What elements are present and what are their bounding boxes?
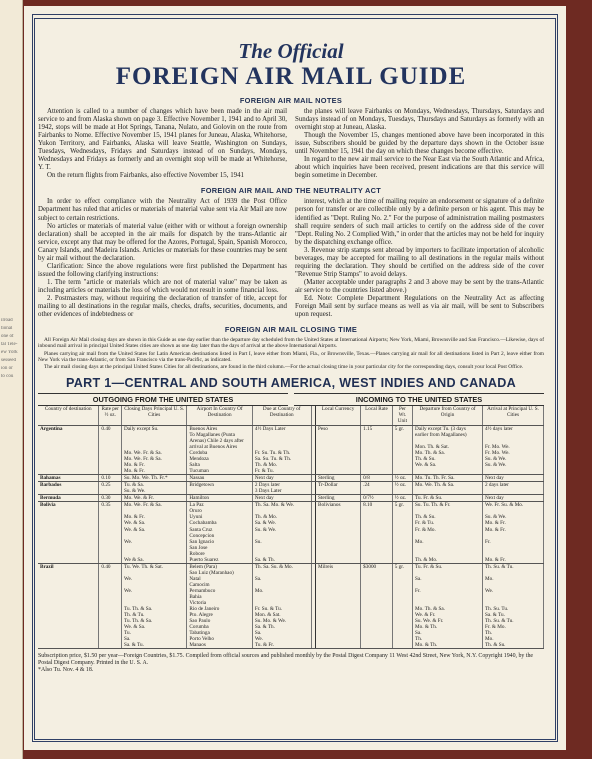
title-official: The Official <box>238 39 344 63</box>
column-header: Due at Country of Destination <box>252 406 311 426</box>
cell-airport: Bridgetown <box>187 482 252 495</box>
cell-rate: 0.40 <box>99 425 122 474</box>
cell-lrate: 1.15 <box>361 425 393 474</box>
cell-due: Th. Sa. Mo. & We. Th. & Mo. Sa. & We. Su. & We. Su. Sa. & Th. <box>252 502 311 563</box>
cell-country: Bolivia <box>38 502 99 563</box>
adjacent-page-edge <box>0 0 23 759</box>
cell-country: Barbados <box>38 482 99 495</box>
cell-country: Bermuda <box>38 495 99 502</box>
paragraph: Ed. Note: Complete Department Regulations on the Neutrality Act as affecting Foreign Mail sent by surface means as well as via air mail, will be sent to Subscribers upon request. <box>295 294 544 319</box>
cell-currency: Milreis <box>316 563 361 649</box>
cell-airport: Hamilton <box>187 495 252 502</box>
cell-closing: Mo. We. & Fr. <box>121 495 186 502</box>
cell-due: Th. Sa. Su. & Mo. Sa. Mo. Fr. Su. & Tu. Mon. & Sat. Su. Mo. & We. Sa. & Th. Sa. We. Tu. & Fr. <box>252 563 311 649</box>
rates-table <box>38 406 544 650</box>
table-row <box>38 425 544 474</box>
cell-airport: Buenos Aires To Magallanes (Punta Arenas) Chile 2 days after arrival at Buenos Aires Cordoba Mendoza Salta Tucuman <box>187 425 252 474</box>
cell-arrival: We. Fr. Su. & Mo. Su. & We. Mo. & Fr. Mo. & Fr. Fr. Mo. & Fr. <box>483 502 544 563</box>
cell-departure: Tu. Fr. & Su. Sa. Fr. Mo. Th. & Sa. We. & Fr. Su. We. & Fr. Mo. & Th. Sa. Th. Mo. & Th. <box>413 563 483 649</box>
paragraph: The air mail closing days at the principal United States Cities for all destinations, are found in the third column.—For the actual closing time in your particular city for the corresponding days, consult your local Post Office. <box>44 364 524 371</box>
cell-departure: Tu. Fr. & Su. <box>413 495 483 502</box>
cell-country: Argentina <box>38 425 99 474</box>
paragraph: 1. The term "article or materials which are not of material value" may be taken as including articles or materials the loss of which would not result in some financial loss. <box>38 278 287 294</box>
cell-unit: 5 gr. <box>392 502 412 563</box>
cell-closing: Mo. We. Fr. & Sa. Mo. & Fr. We. & Sa. We. & Sa. We. We & Sa. <box>121 502 186 563</box>
cell-departure: Mo. Tu. Th. Fr. Sa. <box>413 475 483 482</box>
rates-body <box>38 425 544 649</box>
cell-due: Next day <box>252 495 311 502</box>
cell-arrival: Next day <box>483 475 544 482</box>
cell-rate: 0.10 <box>99 475 122 482</box>
column-header: Closing Days Principal U. S. Cities <box>121 406 186 426</box>
closing-section <box>38 337 544 370</box>
cell-rate: 0.40 <box>99 563 122 649</box>
cell-arrival: Next day <box>483 495 544 502</box>
cell-departure: Mo. We. Th. & Sa. <box>413 482 483 495</box>
column-header: Airport In Country Of Destination <box>187 406 252 426</box>
cell-currency: Tr-Dollar <box>316 482 361 495</box>
cell-due: 2 Days later 3 Days Later <box>252 482 311 495</box>
cell-unit: ½ oz. <box>392 475 412 482</box>
cell-unit: 5 gr. <box>392 563 412 649</box>
page-content <box>38 40 544 674</box>
cell-closing: Su. Mo. We. Th. Fr.* <box>121 475 186 482</box>
neutrality-col-right <box>295 198 544 319</box>
binding-fragment: to cou <box>1 374 14 379</box>
cell-closing: Tu. We. Th. & Sat. We. We. Tu. Th. & Sa. Th. & Tu. Tu. Th. & Sa. We. & Sa. Tu. Sa. Sa. & Tu. <box>121 563 186 649</box>
table-row <box>38 495 544 502</box>
neutrality-heading: FOREIGN AIR MAIL AND THE NEUTRALITY ACT <box>200 186 382 196</box>
notes-col-left <box>38 108 287 180</box>
cell-rate: 0.35 <box>99 502 122 563</box>
guide-page <box>24 6 566 750</box>
notes-section <box>38 108 544 180</box>
table-row <box>38 563 544 649</box>
cell-due: Next day <box>252 475 311 482</box>
cell-lrate: 0/7½ <box>361 495 393 502</box>
notes-heading: FOREIGN AIR MAIL NOTES <box>239 96 343 105</box>
cell-lrate: $3000 <box>361 563 393 649</box>
paragraph: Though the November 15, changes mentioned above have been incorporated in this issue, Subscribers should be guided by the departure days shown in the October issue until November 15, 1941 the day on which these changes become effective. <box>295 132 544 156</box>
paragraph: All Foreign Air Mail closing days are shown in this Guide as one day earlier than the departure day scheduled from the United States at International Airports; New York, Miami, Brownsville and San Francisco.—Likewise, days of inbound mail arrival in principal United States cities are shown as one day later than the days of arrival at the above International Airports. <box>38 337 544 350</box>
binding-fragment: ew York <box>1 350 18 355</box>
cell-unit: 5 gr. <box>392 425 412 474</box>
cell-airport: Nassau <box>187 475 252 482</box>
cell-rate: 0.25 <box>99 482 122 495</box>
footnote: *Also Tu. Nov. 4 & 18. <box>38 667 94 674</box>
column-header: Departure from Country of Origin <box>413 406 483 426</box>
cell-closing: Daily except Su. Mo. We. Fr. & Sa. Mo. We. Fr. & Sa. Mo. & Fr. Mo. & Fr. <box>121 425 186 474</box>
page-title: FOREIGN AIR MAIL GUIDE <box>115 63 467 90</box>
subscription-note: Subscription price, $1.50 per year—Foreign Countries, $1.75. Compiled from official sources and published monthly by the Postal Digest Company 11 West 42nd Street, New York, N.Y. Copyright 1940, by the Postal Digest Company. Printed in the U. S. A. <box>38 653 534 667</box>
cell-lrate: 8.10 <box>361 502 393 563</box>
cell-arrival: 4½ days later Fr. Mo. We. Fr. Mo. We. Su. & We. Su. & We. <box>483 425 544 474</box>
cell-departure: Su. Tu. Th. & Fr. Th. & Su. Fr. & Tu. Fr. & Mo. Mo. Th. & Mo. <box>413 502 483 563</box>
cell-rate: 0.30 <box>99 495 122 502</box>
column-header: Arrival at Principal U. S. Cities <box>483 406 544 426</box>
cell-due: 4½ Days Later Fr. Su. Tu. & Th. Sa. Su. Tu. & Th. Th. & Mo. Fr. & Tu. <box>252 425 311 474</box>
paragraph: (Matter acceptable under paragraphs 2 and 3 above may be sent by the trans-Atlantic air service to the countries listed above.) <box>295 278 544 294</box>
binding-fragment: tional <box>1 326 13 331</box>
cell-closing: Tu. & Sa. Su. & We. <box>121 482 186 495</box>
cell-unit: ½ oz. <box>392 495 412 502</box>
column-header: Local Currency <box>316 406 361 426</box>
table-row <box>38 475 544 482</box>
binding-fragment: ion or <box>1 366 13 371</box>
cell-departure: Daily except Tu. (3 days earlier from Magallanes) Mon. Th. & Sat. Mo. Th. & Sa. Th. & Su. We. & Sa. <box>413 425 483 474</box>
neutrality-col-left <box>38 198 287 319</box>
paragraph: In order to effect compliance with the Neutrality Act of 1939 the Post Office Department has ruled that articles or materials of material value sent via Air Mail are now subject to certain restrictions. <box>38 198 287 222</box>
closing-heading: FOREIGN AIR MAIL CLOSING TIME <box>224 325 358 335</box>
cell-currency: Bolivianos <box>316 502 361 563</box>
cell-currency: Sterling <box>316 495 361 502</box>
paragraph: interest, which at the time of mailing require an endorsement or signature of a definite person for transfer or are collectible only by a definite person or his agent. This may be identified as "Dept. Ruling No. 2." For the purpose of administration mailing postmasters shall require senders of such mail articles to certify on the address side of the cover "Dept. Ruling No. 2 Complied With," in order that the articles may not be held for inquiry by the dispatching exchange office. <box>295 198 544 246</box>
cell-arrival: Th. Su. & Tu. Mo. We. Th. Su. Tu. Sa. & Tu. Th. Su. & Tu. Fr. & Mo. Th. Mo. Th. & Su. <box>483 563 544 649</box>
column-header: Local Rate <box>361 406 393 426</box>
cell-unit: ½ oz. <box>392 482 412 495</box>
paragraph: 2. Postmasters may, without requiring the declaration of transfer of title, accept for mailing to all destinations in the regular mails, checks, drafts, securities, documents, and other evidences of indebtedness or <box>38 294 287 319</box>
incoming-label: INCOMING TO THE UNITED STATES <box>294 393 544 406</box>
cell-airport: La Paz Oruro Uyuni Cochabamba Santa Cruz Concepcion San Ignacio San Jose Robore Puerto Suarez <box>187 502 252 563</box>
binding-fragment: one of <box>1 334 14 339</box>
table-row <box>38 482 544 495</box>
paragraph: Attention is called to a number of changes which have been made in the air mail service to and from Alaska shown on page 3. Effective November 1, 1941 and to April 30, 1942, stops will be made at Hot Springs, Tanana, Nulato, and Golovin on the route from Fairbanks to Nome. Effective November 15, 1941 planes for Juneau, Alaska, Whitehorse, Yukon Territory, and Fairbanks, Alaska will leave Seattle, Washington on Sundays, Tuesdays, Wednesdays, Fridays and Saturdays instead of on Sundays, Mondays, Wednesdays and Fridays as formerly and an overnight stop will be made at Whitehorse, Y. T. <box>38 108 287 172</box>
cell-country: Bahamas <box>38 475 99 482</box>
outgoing-label: OUTGOING FROM THE UNITED STATES <box>38 393 288 406</box>
notes-col-right <box>295 108 544 180</box>
paragraph: On the return flights from Fairbanks, also effective November 15, 1941 <box>47 172 244 180</box>
cell-country: Brazil <box>38 563 99 649</box>
cell-lrate: .24 <box>361 482 393 495</box>
cell-airport: Belem (Para) Sao Luiz (Maranhao) Natal Camocim Pernambuco Bahia Victoria Rio de Janeiro Pto. Alegre Sao Paulo Corumba Tabatinga Porto Velho Manaos <box>187 563 252 649</box>
cell-currency: Peso <box>316 425 361 474</box>
paragraph: Clarification: Since the above regulations were first published the Department has issued the following clarifying instructions: <box>38 262 287 278</box>
paragraph: Planes carrying air mail from the United States for Latin American destinations listed in Part I, leave either from Miami, Fla., or Brownsville, Texas.—Planes carrying air mail for all destinations listed in Part 2, leave either from New York via the trans-Atlantic, or from San Francisco via the trans-Pacific, as indicated. <box>38 350 544 364</box>
neutrality-section <box>38 198 544 319</box>
table-row <box>38 502 544 563</box>
part-title: PART 1—CENTRAL AND SOUTH AMERICA, WEST INDIES AND CANADA <box>65 375 517 390</box>
binding-fragment: ilroad <box>1 318 13 323</box>
column-header: Per Wt. Unit <box>392 406 412 426</box>
cell-arrival: 2 days later <box>483 482 544 495</box>
column-header: Rate per ½ oz. <box>99 406 122 426</box>
direction-band <box>38 393 544 406</box>
column-header: Country of destination <box>38 406 99 426</box>
cell-lrate: 0/8 <box>361 475 393 482</box>
cell-currency: Sterling <box>316 475 361 482</box>
binding-fragment: tal Tele- <box>1 342 18 347</box>
paragraph: the planes will leave Fairbanks on Mondays, Wednesdays, Thursdays, Saturdays and Sundays instead of on Mondays, Tuesdays, Thursdays and Saturdays as formerly with an overnight stop at Juneau, Alaska. <box>295 108 544 132</box>
binding-fragment: sesseed <box>1 358 16 363</box>
paragraph: 3. Revenue strip stamps sent abroad by importers to facilitate importation of alcoholic beverages, may be accepted for mailing to all destinations in the regular mails without requiring the declaration. They should be certified on the address side of the cover "Revenue Strip Stamps" to avoid delays. <box>295 246 544 278</box>
paragraph: No articles or materials of material value (either with or without a foreign ownership declaration) shall be accepted in the air mails for dispatch by the trans-Atlantic air service, except any that may be offered for the Azores, Portugal, Spain, Spanish Morocco, Canary Islands, and Madeira Islands. Articles or materials for these countries may be sent by air mail without the declaration. <box>38 222 287 262</box>
paragraph: In regard to the new air mail service to the Near East via the South Atlantic and Africa, about which inquiries have been received, present indications are that this service will begin sometime in December. <box>295 156 544 180</box>
footer <box>38 653 544 674</box>
table-header-row <box>38 406 544 426</box>
